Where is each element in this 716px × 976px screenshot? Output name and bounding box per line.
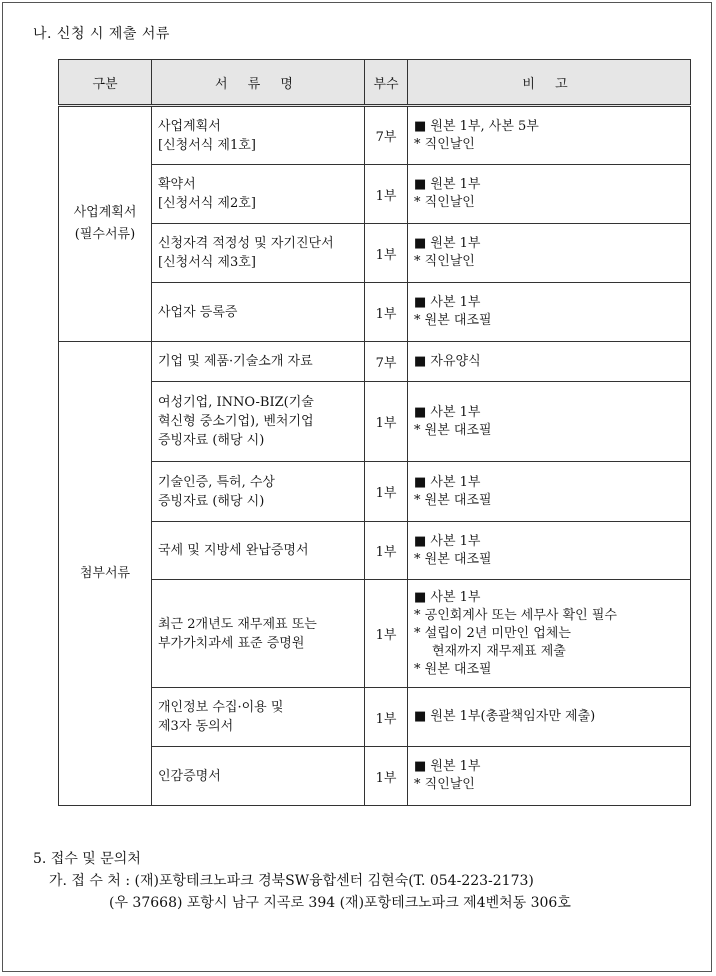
- document-name-line: 사업자 등록증: [158, 304, 238, 320]
- category-label: 첨부서류: [79, 565, 131, 581]
- remark-line: ■ 사본 1부: [414, 404, 481, 420]
- remarks-cell: [408, 747, 691, 806]
- remark-line: * 원본 대조필: [414, 313, 492, 328]
- remark-line: ■ 원본 1부: [414, 177, 481, 192]
- copies-cell: 1부: [365, 462, 408, 522]
- remark-line: * 원본 대조필: [414, 422, 492, 438]
- document-name-line: 부가가치과세 표준 증명원: [158, 635, 305, 651]
- table-row: [59, 224, 691, 283]
- category-cell: [59, 342, 152, 806]
- table-row: [59, 462, 691, 522]
- header-category: 구분: [59, 60, 152, 106]
- copies-cell: 7부: [365, 106, 408, 165]
- remarks-cell: [408, 283, 691, 342]
- document-name-line: 증빙자료 (해당 시): [158, 433, 265, 448]
- copies-cell: 1부: [365, 580, 408, 688]
- document-name-line: 혁신형 중소기업), 벤처기업: [158, 414, 314, 429]
- document-name-cell: [152, 165, 365, 224]
- remark-line: ■ 원본 1부: [414, 759, 481, 774]
- table-row: [59, 106, 691, 165]
- document-name-line: 개인정보 수집·이용 및: [158, 700, 284, 715]
- copies-cell: 1부: [365, 522, 408, 580]
- document-name-line: 여성기업, INNO-BIZ(기술: [158, 395, 314, 410]
- table-row: [59, 283, 691, 342]
- table-row: [59, 382, 691, 462]
- document-name-cell: [152, 106, 365, 165]
- copies-cell: 1부: [365, 224, 408, 283]
- remarks-cell: [408, 522, 691, 580]
- remark-line: * 직인날인: [414, 777, 475, 792]
- remark-line: ■ 자유양식: [414, 353, 481, 369]
- contact-section: [33, 848, 571, 914]
- document-name-line: 기술인증, 특허, 수상: [158, 474, 275, 490]
- table-row: [59, 342, 691, 382]
- remarks-cell: [408, 580, 691, 688]
- remark-line: * 원본 대조필: [414, 661, 492, 677]
- remark-line: ■ 원본 1부(총괄책임자만 제출): [414, 709, 596, 724]
- remark-line: ■ 사본 1부: [414, 589, 481, 605]
- table-row: [59, 747, 691, 806]
- section-title: 나. 신청 시 제출 서류: [33, 26, 170, 42]
- remarks-cell: [408, 224, 691, 283]
- remark-line: * 직인날인: [414, 195, 475, 210]
- document-name-line: 사업계획서: [158, 118, 221, 134]
- document-name-line: 신청자격 적정성 및 자기진단서: [158, 236, 334, 251]
- contact-address: (우 37668) 포항시 남구 지곡로 394 (재)포항테크노파크 제4벤처동 306호: [109, 895, 571, 911]
- remarks-cell: [408, 165, 691, 224]
- document-name-line: 증빙자료 (해당 시): [158, 493, 265, 509]
- remark-line: ■ 원본 1부, 사본 5부: [414, 118, 539, 134]
- table-row: [59, 522, 691, 580]
- remark-line: ■ 사본 1부: [414, 474, 481, 490]
- document-name-cell: [152, 580, 365, 688]
- table-row: [59, 688, 691, 747]
- table-row: [59, 580, 691, 688]
- document-name-line: [신청서식 제2호]: [158, 196, 256, 211]
- document-name-cell: [152, 283, 365, 342]
- required-documents-table: [58, 59, 691, 806]
- table-header-row: [59, 60, 691, 106]
- category-label: 사업계획서: [73, 205, 137, 220]
- document-page: [2, 2, 712, 972]
- remark-line: ■ 사본 1부: [414, 295, 481, 310]
- remark-line: * 원본 대조필: [414, 492, 492, 508]
- document-name-cell: [152, 747, 365, 806]
- copies-cell: 7부: [365, 342, 408, 382]
- document-name-line: 기업 및 제품·기술소개 자료: [158, 354, 313, 369]
- copies-cell: 1부: [365, 283, 408, 342]
- copies-cell: 1부: [365, 382, 408, 462]
- remark-line: * 공인회계사 또는 세무사 확인 필수: [414, 607, 617, 623]
- document-name-line: [신청서식 제1호]: [158, 137, 256, 153]
- category-label: (필수서류): [74, 227, 136, 242]
- copies-cell: 1부: [365, 688, 408, 747]
- document-name-cell: [152, 382, 365, 462]
- document-name-cell: [152, 224, 365, 283]
- header-remarks: 비 고: [408, 60, 691, 106]
- remark-line: * 직인날인: [414, 254, 475, 269]
- remark-line: ■ 사본 1부: [414, 533, 481, 549]
- header-document-name: 서 류 명: [152, 60, 365, 106]
- remark-line: * 원본 대조필: [414, 551, 492, 567]
- document-name-line: 국세 및 지방세 완납증명서: [158, 543, 309, 558]
- table-row: [59, 165, 691, 224]
- remarks-cell: [408, 106, 691, 165]
- remarks-cell: [408, 462, 691, 522]
- remark-line: 현재까지 재무제표 제출: [432, 643, 566, 659]
- header-copies: 부수: [365, 60, 408, 106]
- contact-title: 5. 접수 및 문의처: [33, 851, 141, 867]
- document-name-cell: [152, 688, 365, 747]
- document-name-cell: [152, 462, 365, 522]
- document-name-line: 확약서: [158, 177, 196, 192]
- document-name-line: 제3자 동의서: [158, 719, 234, 734]
- remark-line: * 설립이 2년 미만인 업체는: [414, 625, 571, 641]
- category-cell: [59, 106, 152, 342]
- copies-cell: 1부: [365, 165, 408, 224]
- remarks-cell: [408, 688, 691, 747]
- copies-cell: 1부: [365, 747, 408, 806]
- remark-line: * 직인날인: [414, 136, 475, 152]
- document-name-line: 최근 2개년도 재무제표 또는: [158, 616, 317, 632]
- document-name-cell: [152, 342, 365, 382]
- document-name-line: [신청서식 제3호]: [158, 255, 256, 270]
- document-name-line: 인감증명서: [158, 768, 221, 784]
- remarks-cell: [408, 382, 691, 462]
- remarks-cell: [408, 342, 691, 382]
- document-name-cell: [152, 522, 365, 580]
- contact-reception: 가. 접 수 처 : (재)포항테크노파크 경북SW융합센터 김현숙(T. 054-223-2173): [49, 873, 534, 889]
- remark-line: ■ 원본 1부: [414, 236, 481, 251]
